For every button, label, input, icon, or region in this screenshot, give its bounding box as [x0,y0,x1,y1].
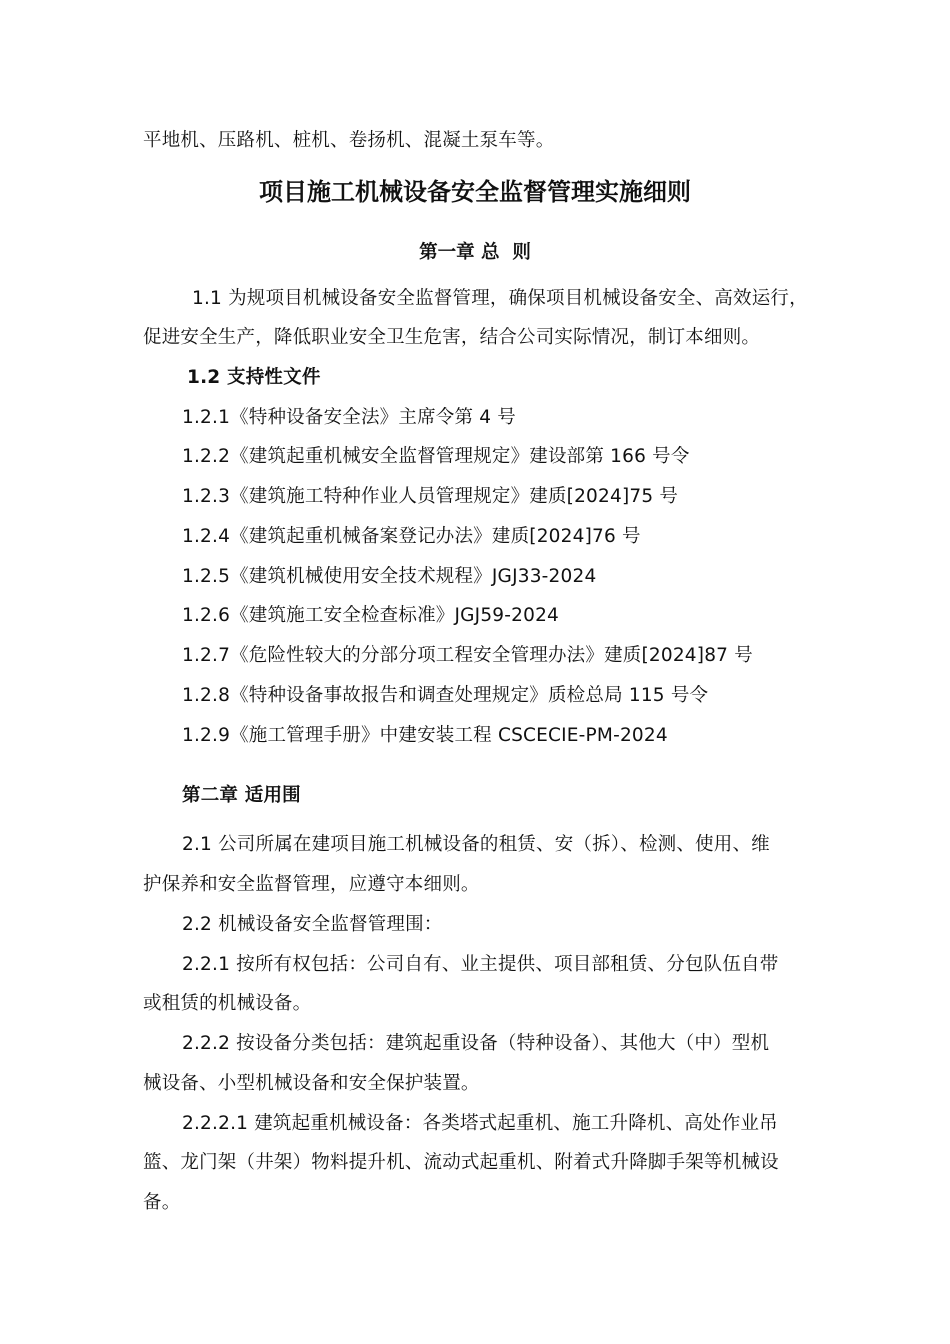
document-list-item: 1.2.7《危险性较大的分部分项工程安全管理办法》建质[2024]87 号 [182,645,753,666]
document-title: 项目施工机械设备安全监督管理实施细则 [259,178,691,206]
paragraph-2-1-line-1: 2.1 公司所属在建项目施工机械设备的租赁、安（拆）、检测、使用、维 [182,834,770,855]
paragraph-2-2-2-1-line-2: 篮、龙门架（井架）物料提升机、流动式起重机、附着式升降脚手架等机械设 [143,1152,779,1173]
chapter-2-title: 第二章 适用围 [182,785,301,806]
paragraph-2-1-line-2: 护保养和安全监督管理，应遵守本细则。 [143,874,480,895]
document-list-item: 1.2.3《建筑施工特种作业人员管理规定》建质[2024]75 号 [182,486,679,507]
paragraph-2-2-2-1-line-3: 备。 [143,1192,181,1213]
document-list-item: 1.2.2《建筑起重机械安全监督管理规定》建设部第 166 号令 [182,446,690,467]
document-list-item: 1.2.6《建筑施工安全检查标准》JGJ59-2024 [182,605,560,626]
paragraph-2-2: 2.2 机械设备安全监督管理围： [182,914,443,935]
document-list-item: 1.2.8《特种设备事故报告和调查处理规定》质检总局 115 号令 [182,685,709,706]
continued-list-line: 平地机、压路机、桩机、卷扬机、混凝土泵车等。 [143,130,555,151]
paragraph-2-2-1-line-1: 2.2.1 按所有权包括：公司自有、业主提供、项目部租赁、分包队伍自带 [182,954,779,975]
document-list-item: 1.2.1《特种设备安全法》主席令第 4 号 [182,407,517,428]
chapter-1-title: 第一章 总 则 [419,242,531,263]
paragraph-1-1-line-2: 促进安全生产，降低职业安全卫生危害，结合公司实际情况，制订本细则。 [143,327,761,348]
paragraph-2-2-2-line-1: 2.2.2 按设备分类包括：建筑起重设备（特种设备）、其他大（中）型机 [182,1033,770,1054]
document-list-item: 1.2.9《施工管理手册》中建安装工程 CSCECIE-PM-2024 [182,725,668,746]
document-list-item: 1.2.4《建筑起重机械备案登记办法》建质[2024]76 号 [182,526,641,547]
paragraph-2-2-1-line-2: 或租赁的机械设备。 [143,993,312,1014]
document-list-item: 1.2.5《建筑机械使用安全技术规程》JGJ33-2024 [182,566,597,587]
section-1-2-heading: 1.2 支持性文件 [187,367,321,388]
paragraph-2-2-2-1-line-1: 2.2.2.1 建筑起重机械设备：各类塔式起重机、施工升降机、高处作业吊 [182,1113,778,1134]
paragraph-1-1-line-1: 1.1 为规项目机械设备安全监督管理，确保项目机械设备安全、高效运行， [192,288,808,309]
paragraph-2-2-2-line-2: 械设备、小型机械设备和安全保护装置。 [143,1073,480,1094]
